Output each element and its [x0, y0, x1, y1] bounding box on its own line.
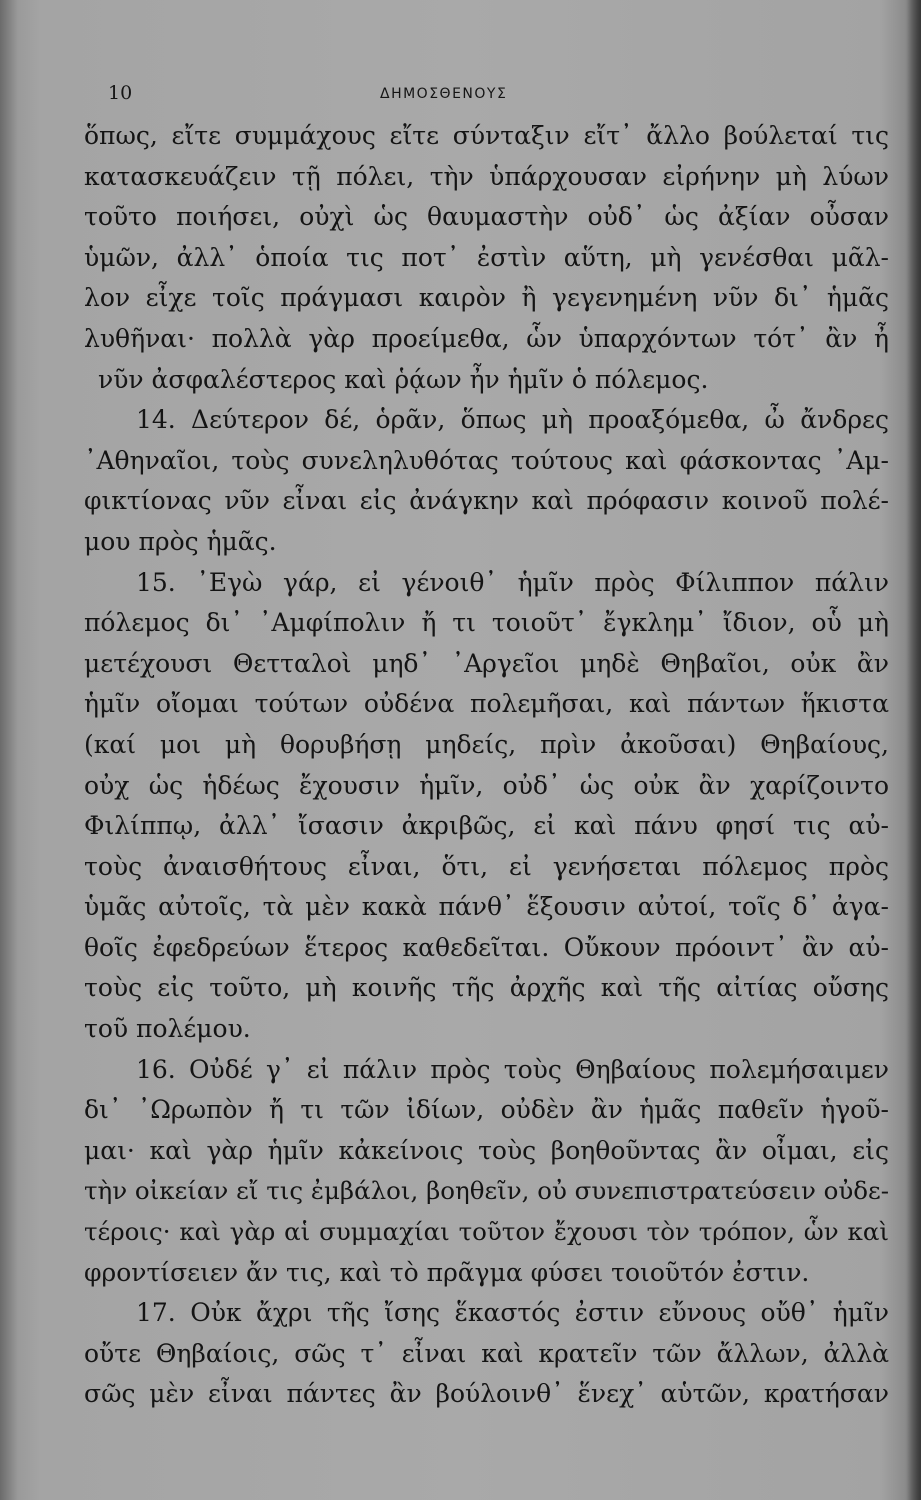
text-line: λυθῆναι· πολλὰ γὰρ προείμεθα, ὧν ὑπαρχόντων τότ᾽ ἂν ἦ: [84, 323, 889, 353]
text-line: ὑμῶν, ἀλλ᾽ ὁποία τις ποτ᾽ ἐστὶν αὕτη, μὴ γενέσθαι μᾶλ-: [84, 242, 889, 272]
text-line: φικτίονας νῦν εἶναι εἰς ἀνάγκην καὶ πρόφασιν κοινοῦ πολέ-: [84, 486, 889, 516]
text-line: φροντίσειεν ἄν τις, καὶ τὸ πρᾶγμα φύσει τοιοῦτόν ἐστιν.: [84, 1257, 810, 1287]
text-line: νῦν ἀσφαλέστερος καὶ ῥᾴων ἦν ἡμῖν ὁ πόλεμος.: [98, 364, 709, 394]
text-line: Φιλίππῳ, ἀλλ᾽ ἴσασιν ἀκριβῶς, εἰ καὶ πάνυ φησί τις αὐ-: [84, 811, 889, 841]
text-line: τέροις· καὶ γὰρ αἱ συμμαχίαι τοῦτον ἔχουσι τὸν τρόπον, ὧν καὶ: [84, 1217, 889, 1247]
text-line: μου πρὸς ἡμᾶς.: [84, 526, 277, 556]
text-line: τοὺς ἀναισθήτους εἶναι, ὅτι, εἰ γενήσεται πόλεμος πρὸς: [84, 851, 889, 881]
text-line: οὐχ ὡς ἡδέως ἔχουσιν ἡμῖν, οὐδ᾽ ὡς οὐκ ἂν χαρίζοιντο: [84, 770, 889, 800]
text-line: τοὺς εἰς τοῦτο, μὴ κοινῆς τῆς ἀρχῆς καὶ τῆς αἰτίας οὔσης: [84, 973, 889, 1003]
section-17-first-line: 17. Οὐκ ἄχρι τῆς ἴσης ἕκαστός ἐστιν εὔνους οὔθ᾽ ἡμῖν: [136, 1298, 889, 1328]
text-line: μετέχουσι Θετταλοὶ μηδ᾽ ᾽Αργεῖοι μηδὲ Θηβαῖοι, οὐκ ἂν: [84, 648, 889, 678]
text-line: (καί μοι μὴ θορυβήσῃ μηδείς, πρὶν ἀκοῦσαι) Θηβαίους,: [84, 729, 889, 759]
text-line: ἡμῖν οἴομαι τούτων οὐδένα πολεμῆσαι, καὶ πάντων ἥκιστα: [84, 689, 889, 719]
text-line: τοῦτο ποιήσει, οὐχὶ ὡς θαυμαστὴν οὐδ᾽ ὡς ἀξίαν οὖσαν: [84, 202, 889, 232]
text-line: δι᾽ ᾽Ωρωπὸν ἤ τι τῶν ἰδίων, οὐδὲν ἂν ἡμᾶς παθεῖν ἡγοῦ-: [84, 1095, 889, 1125]
text-line: θοῖς ἐφεδρεύων ἕτερος καθεδεῖται. Οὔκουν πρόοιντ᾽ ἂν αὐ-: [84, 932, 889, 962]
page-edge-shadow: [907, 0, 921, 1500]
text-line: σῶς μὲν εἶναι πάντες ἂν βούλοινθ᾽ ἕνεχ᾽ αὑτῶν, κρατήσαν: [84, 1379, 889, 1409]
running-head: [0, 82, 921, 106]
text-line: πόλεμος δι᾽ ᾽Αμφίπολιν ἤ τι τοιοῦτ᾽ ἔγκλημ᾽ ἴδιον, οὗ μὴ: [84, 608, 889, 638]
text-line: λον εἶχε τοῖς πράγμασι καιρὸν ἢ γεγενημένη νῦν δι᾽ ἡμᾶς: [84, 283, 889, 313]
text-line: ὅπως, εἴτε συμμάχους εἴτε σύνταξιν εἴτ᾽ ἄλλο βούλεταί τις: [84, 121, 889, 150]
text-line: ὑμᾶς αὐτοῖς, τὰ μὲν κακὰ πάνθ᾽ ἕξουσιν αὐτοί, τοῖς δ᾽ ἀγα-: [84, 892, 889, 922]
text-line: κατασκευάζειν τῇ πόλει, τὴν ὑπάρχουσαν εἰρήνην μὴ λύων: [84, 161, 889, 191]
text-line: ᾽Αθηναῖοι, τοὺς συνεληλυθότας τούτους καὶ φάσκοντας ᾽Αμ-: [84, 445, 889, 475]
text-line: τοῦ πολέμου.: [84, 1014, 251, 1044]
text-line: μαι· καὶ γὰρ ἡμῖν κἀκείνοις τοὺς βοηθοῦντας ἂν οἶμαι, εἰς: [84, 1135, 889, 1165]
running-title: ΔΗΜΟΣΘΕΝΟΥΣ: [380, 86, 508, 102]
section-15-first-line: 15. ᾽Εγὼ γάρ, εἰ γένοιθ᾽ ἡμῖν πρὸς Φίλιππον πάλιν: [136, 567, 889, 597]
section-14-first-line: 14. Δεύτερον δέ, ὁρᾶν, ὅπως μὴ προαξόμεθα, ὦ ἄνδρες: [136, 405, 889, 435]
body-text: [84, 116, 889, 1415]
text-line: τὴν οἰκείαν εἴ τις ἐμβάλοι, βοηθεῖν, οὐ συνεπιστρατεύσειν οὐδε-: [84, 1176, 889, 1206]
text-line: οὔτε Θηβαίοις, σῶς τ᾽ εἶναι καὶ κρατεῖν τῶν ἄλλων, ἀλλὰ: [84, 1338, 889, 1368]
page-number: 10: [108, 82, 133, 104]
section-16-first-line: 16. Οὐδέ γ᾽ εἰ πάλιν πρὸς τοὺς Θηβαίους πολεμήσαιμεν: [136, 1054, 889, 1084]
